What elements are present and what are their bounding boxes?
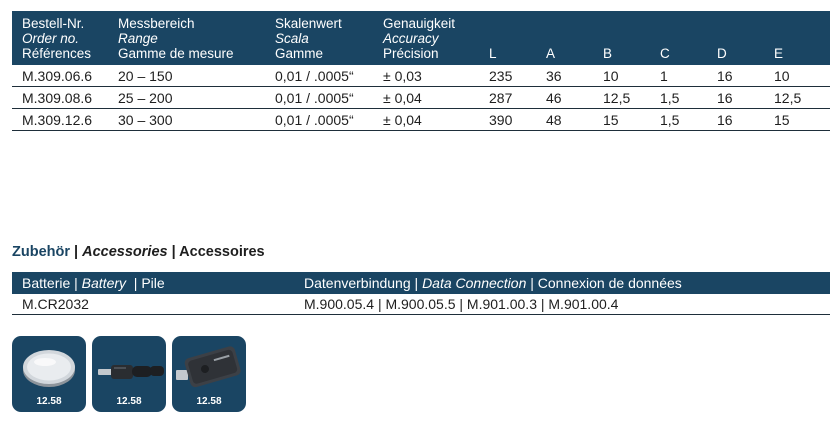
cell-order-no: M.309.06.6 xyxy=(12,65,118,87)
cell-d: 16 xyxy=(717,109,774,131)
cell-d: 16 xyxy=(717,87,774,109)
cell-range: 25 – 200 xyxy=(118,87,275,109)
cell-scale: 0,01 / .0005“ xyxy=(275,87,383,109)
cell-accuracy: ± 0,04 xyxy=(383,109,489,131)
accessories-title-en: Accessories xyxy=(82,244,168,260)
cell-e: 12,5 xyxy=(774,87,830,109)
cell-order-no: M.309.12.6 xyxy=(12,109,118,131)
cell-e: 10 xyxy=(774,65,830,87)
cell-a: 36 xyxy=(546,65,603,87)
accessories-title xyxy=(12,244,265,260)
table-row xyxy=(12,109,830,131)
title-separator: | xyxy=(171,244,176,260)
spec-header-row xyxy=(12,11,830,65)
accessories-header-bar xyxy=(12,272,830,294)
header-scale: Skalenwert Scala Gamme xyxy=(275,11,383,65)
data-connection-header: Datenverbindung | Data Connection | Connexion de données xyxy=(304,275,682,291)
header-e: E xyxy=(774,11,830,65)
cell-a: 48 xyxy=(546,109,603,131)
cell-b: 10 xyxy=(603,65,660,87)
data-connection-value: M.900.05.4 | M.900.05.5 | M.901.00.3 | M.901.00.4 xyxy=(304,296,619,312)
thumbnail-label: 12.58 xyxy=(116,396,142,407)
table-row xyxy=(12,87,830,109)
header-range: Messbereich Range Gamme de mesure xyxy=(118,11,275,65)
battery-header: Batterie | Battery | Pile xyxy=(22,275,165,291)
cell-accuracy: ± 0,03 xyxy=(383,65,489,87)
thumbnail-label: 12.58 xyxy=(196,396,222,407)
accessories-title-fr: Accessoires xyxy=(179,244,265,260)
header-l: L xyxy=(489,11,546,65)
cell-range: 20 – 150 xyxy=(118,65,275,87)
cell-l: 235 xyxy=(489,65,546,87)
header-b: B xyxy=(603,11,660,65)
accessories-divider xyxy=(12,314,830,315)
usb-cable-thumbnail xyxy=(92,336,166,412)
header-d: D xyxy=(717,11,774,65)
accessories-title-de: Zubehör xyxy=(12,244,70,260)
cell-d: 16 xyxy=(717,65,774,87)
table-row xyxy=(12,65,830,87)
thumbnail-label: 12.58 xyxy=(36,396,62,407)
cell-l: 390 xyxy=(489,109,546,131)
cell-c: 1 xyxy=(660,65,717,87)
cell-scale: 0,01 / .0005“ xyxy=(275,109,383,131)
data-transmitter-thumbnail xyxy=(172,336,246,412)
cell-l: 287 xyxy=(489,87,546,109)
cell-a: 46 xyxy=(546,87,603,109)
cell-c: 1,5 xyxy=(660,87,717,109)
header-a: A xyxy=(546,11,603,65)
header-c: C xyxy=(660,11,717,65)
header-order-no: Bestell-Nr. Order no. Références xyxy=(12,11,118,65)
header-accuracy: Genauigkeit Accuracy Précision xyxy=(383,11,489,65)
cell-scale: 0,01 / .0005“ xyxy=(275,65,383,87)
cell-order-no: M.309.08.6 xyxy=(12,87,118,109)
cell-b: 15 xyxy=(603,109,660,131)
title-separator: | xyxy=(74,244,79,260)
cell-accuracy: ± 0,04 xyxy=(383,87,489,109)
cell-e: 15 xyxy=(774,109,830,131)
spec-table xyxy=(12,11,830,131)
battery-value: M.CR2032 xyxy=(22,296,89,312)
battery-thumbnail xyxy=(12,336,86,412)
cell-b: 12,5 xyxy=(603,87,660,109)
cell-c: 1,5 xyxy=(660,109,717,131)
cell-range: 30 – 300 xyxy=(118,109,275,131)
